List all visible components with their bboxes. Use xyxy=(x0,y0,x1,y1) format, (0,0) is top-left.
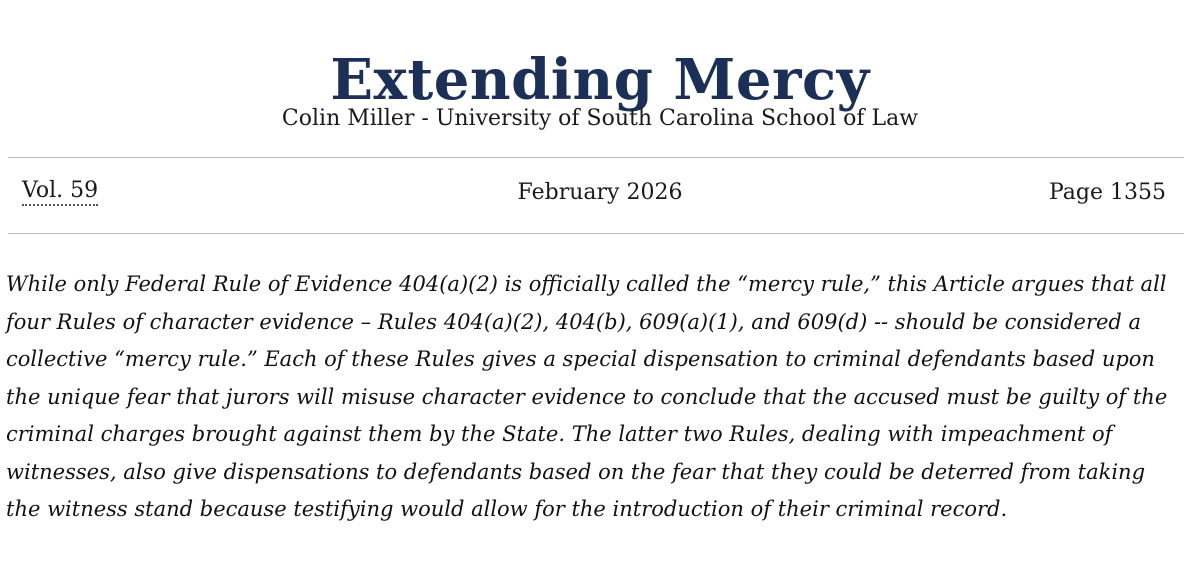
bottom-divider xyxy=(8,233,1184,234)
abstract-text: While only Federal Rule of Evidence 404(a)(2) is officially called the “mercy rule,” this Article argues that all four Rules of character evidence – Rules 404(a)(2), 404(b), 609(a)(1), and 609(d) -- should be considered a collective “mercy rule.” Each of these Rules gives a special dispensation to criminal defendants based upon the unique fear that jurors will misuse character evidence to conclude that the accused must be guilty of the criminal charges brought against them by the State. The latter two Rules, dealing with impeachment of witnesses, also give dispensations to defendants based on the fear that they could be deterred from taking the witness stand because testifying would allow for the introduction of their criminal record. xyxy=(6,272,1168,521)
volume-link[interactable]: Vol. 59 xyxy=(22,178,98,206)
top-divider xyxy=(8,157,1184,158)
publication-date: February 2026 xyxy=(517,180,683,205)
author-byline: Colin Miller - University of South Carolina School of Law xyxy=(281,106,919,131)
article-title: Extending Mercy xyxy=(330,46,870,113)
page-number: Page 1355 xyxy=(1048,180,1166,205)
